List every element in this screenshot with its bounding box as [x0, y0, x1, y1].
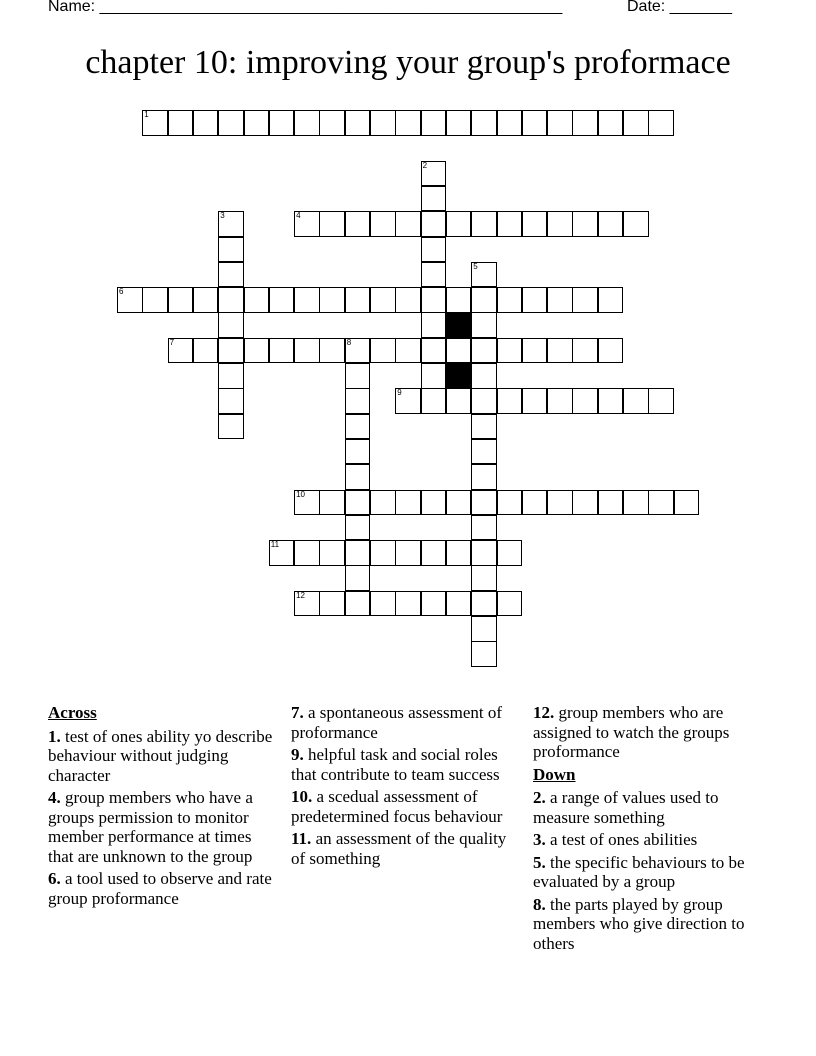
page-title: chapter 10: improving your group's proformace [85, 44, 731, 81]
grid-cell[interactable] [446, 110, 472, 136]
grid-cell[interactable] [345, 515, 371, 541]
grid-cell[interactable] [294, 540, 320, 566]
grid-cell[interactable] [370, 287, 396, 313]
grid-cell[interactable] [547, 490, 573, 516]
clue-number: 10. [291, 787, 313, 806]
grid-cell[interactable] [269, 338, 295, 364]
grid-cell[interactable] [471, 439, 497, 465]
grid-cell[interactable] [421, 540, 447, 566]
clue-number-label: 4 [296, 211, 301, 221]
grid-cell[interactable] [345, 490, 371, 516]
grid-cell[interactable] [345, 591, 371, 617]
grid-cell[interactable] [294, 490, 320, 516]
grid-cell[interactable] [319, 540, 345, 566]
grid-cell[interactable] [547, 211, 573, 237]
grid-cell[interactable] [471, 338, 497, 364]
grid-cell[interactable] [497, 338, 523, 364]
grid-cell[interactable] [623, 211, 649, 237]
clue-number: 8. [533, 894, 546, 914]
grid-cell[interactable] [471, 540, 497, 566]
grid-cell[interactable] [269, 540, 295, 566]
grid-cell[interactable] [421, 110, 447, 136]
grid-cell[interactable] [598, 490, 624, 516]
grid-cell[interactable] [370, 211, 396, 237]
grid-cell[interactable] [370, 540, 396, 566]
grid-cell[interactable] [623, 388, 649, 414]
grid-cell[interactable] [497, 540, 523, 566]
grid-cell[interactable] [598, 110, 624, 136]
grid-cell[interactable] [522, 490, 548, 516]
grid-cell[interactable] [319, 490, 345, 516]
grid-cell[interactable] [648, 490, 674, 516]
grid-cell[interactable] [370, 591, 396, 617]
grid-cell[interactable] [142, 287, 168, 313]
grid-cell[interactable] [471, 388, 497, 414]
grid-cell[interactable] [471, 414, 497, 440]
grid-cell[interactable] [421, 211, 447, 237]
clue-number-label: 11 [270, 540, 280, 550]
grid-cell[interactable] [572, 287, 598, 313]
grid-cell[interactable] [421, 161, 447, 187]
clue-number-label: 12 [296, 590, 305, 600]
grid-cell[interactable] [218, 287, 244, 313]
clue-down-2 [533, 788, 765, 827]
clue-number: 7. [291, 703, 304, 722]
grid-cell[interactable] [294, 591, 320, 617]
grid-cell[interactable] [244, 287, 270, 313]
grid-cell[interactable] [471, 287, 497, 313]
clue-number: 2. [533, 788, 546, 807]
black-cell [446, 312, 472, 338]
clue-text: group members who are assigned to watch the groups proformance [533, 703, 730, 761]
grid-cell[interactable] [218, 363, 244, 389]
grid-cell[interactable] [572, 338, 598, 364]
grid-cell[interactable] [345, 388, 371, 414]
grid-cell[interactable] [244, 110, 270, 136]
grid-cell[interactable] [446, 287, 472, 313]
clue-across-10 [291, 787, 523, 826]
grid-cell[interactable] [345, 211, 371, 237]
clue-number: 12. [533, 703, 555, 722]
grid-cell[interactable] [522, 110, 548, 136]
grid-cell[interactable] [345, 363, 371, 389]
grid-cell[interactable] [117, 287, 143, 313]
grid-cell[interactable] [446, 338, 472, 364]
grid-cell[interactable] [471, 312, 497, 338]
grid-cell[interactable] [547, 110, 573, 136]
grid-cell[interactable] [395, 211, 421, 237]
grid-cell[interactable] [497, 110, 523, 136]
grid-cell[interactable] [522, 388, 548, 414]
clue-across-12 [533, 703, 765, 762]
grid-cell[interactable] [395, 540, 421, 566]
clue-across-11 [291, 829, 523, 868]
grid-cell[interactable] [218, 338, 244, 364]
grid-cell[interactable] [345, 540, 371, 566]
grid-cell[interactable] [446, 211, 472, 237]
grid-cell[interactable] [522, 287, 548, 313]
clue-text: a tool used to observe and rate group proformance [48, 869, 272, 908]
grid-cell[interactable] [572, 388, 598, 414]
grid-cell[interactable] [294, 211, 320, 237]
grid-cell[interactable] [345, 110, 371, 136]
grid-cell[interactable] [345, 414, 371, 440]
grid-cell[interactable] [598, 388, 624, 414]
clue-text: the parts played by group members who give direction to others [533, 894, 745, 953]
grid-cell[interactable] [319, 110, 345, 136]
name-field[interactable]: Name: ____________________________________________________ [48, 0, 563, 15]
grid-cell[interactable] [572, 490, 598, 516]
grid-cell[interactable] [446, 490, 472, 516]
clue-text: a range of values used to measure something [533, 788, 719, 827]
grid-cell[interactable] [269, 287, 295, 313]
grid-cell[interactable] [218, 262, 244, 288]
grid-cell[interactable] [142, 110, 168, 136]
grid-cell[interactable] [345, 464, 371, 490]
clue-number-label: 9 [397, 388, 402, 398]
date-field[interactable]: Date: _______ [627, 0, 732, 15]
clue-text: a test of ones abilities [550, 830, 698, 849]
grid-cell[interactable] [370, 110, 396, 136]
clue-text: helpful task and social roles that contribute to team success [291, 745, 500, 784]
grid-cell[interactable] [218, 110, 244, 136]
clue-number-label: 8 [346, 337, 352, 347]
grid-cell[interactable] [623, 490, 649, 516]
grid-cell[interactable] [446, 540, 472, 566]
clue-text: group members who have a groups permission to monitor member performance at times that are unknown to the group [48, 788, 253, 866]
grid-cell[interactable] [471, 565, 497, 591]
grid-cell[interactable] [168, 110, 194, 136]
grid-cell[interactable] [421, 388, 447, 414]
grid-cell[interactable] [471, 490, 497, 516]
clue-number-label: 10 [296, 489, 305, 499]
grid-cell[interactable] [218, 414, 244, 440]
grid-cell[interactable] [623, 110, 649, 136]
grid-cell[interactable] [598, 211, 624, 237]
clue-number-label: 1 [144, 110, 149, 119]
clue-across-4 [48, 788, 280, 866]
grid-cell[interactable] [218, 211, 244, 237]
clue-number-label: 3 [220, 211, 225, 221]
clue-number: 11. [291, 829, 312, 848]
grid-cell[interactable] [522, 338, 548, 364]
clue-number: 4. [48, 788, 61, 807]
black-cell [446, 363, 472, 389]
grid-cell[interactable] [446, 388, 472, 414]
grid-cell[interactable] [497, 211, 523, 237]
clue-number-label: 6 [119, 287, 124, 297]
clue-text: a spontaneous assessment of proformance [291, 703, 503, 742]
grid-cell[interactable] [218, 237, 244, 263]
grid-cell[interactable] [471, 110, 497, 136]
grid-cell[interactable] [294, 338, 320, 364]
clue-across-6 [48, 869, 280, 908]
grid-cell[interactable] [522, 211, 548, 237]
clue-across-9 [291, 745, 523, 784]
clue-down-3 [533, 830, 765, 850]
grid-cell[interactable] [598, 338, 624, 364]
clue-down-8 [533, 895, 765, 954]
grid-cell[interactable] [395, 490, 421, 516]
grid-cell[interactable] [319, 211, 345, 237]
grid-cell[interactable] [168, 287, 194, 313]
grid-cell[interactable] [193, 110, 219, 136]
clue-across-7 [291, 703, 523, 742]
grid-cell[interactable] [471, 211, 497, 237]
grid-cell[interactable] [471, 515, 497, 541]
grid-cell[interactable] [471, 363, 497, 389]
clue-across-1 [48, 727, 280, 786]
grid-cell[interactable] [421, 237, 447, 263]
grid-cell[interactable] [395, 110, 421, 136]
clue-number: 9. [291, 745, 304, 764]
grid-cell[interactable] [471, 641, 497, 667]
clue-number-label: 2 [422, 160, 428, 170]
clue-number-label: 7 [169, 337, 175, 347]
grid-cell[interactable] [345, 338, 371, 364]
grid-cell[interactable] [421, 287, 447, 313]
grid-cell[interactable] [547, 388, 573, 414]
grid-cell[interactable] [471, 464, 497, 490]
grid-cell[interactable] [547, 287, 573, 313]
clues-column-1 [48, 703, 280, 911]
clue-number: 3. [533, 830, 546, 849]
grid-cell[interactable] [572, 110, 598, 136]
grid-cell[interactable] [370, 338, 396, 364]
grid-cell[interactable] [319, 591, 345, 617]
grid-cell[interactable] [674, 490, 700, 516]
grid-cell[interactable] [471, 616, 497, 642]
grid-cell[interactable] [648, 110, 674, 136]
grid-cell[interactable] [269, 110, 295, 136]
clues-column-2 [291, 703, 523, 871]
grid-cell[interactable] [471, 262, 497, 288]
down-heading: Down [533, 764, 576, 784]
grid-cell[interactable] [319, 338, 345, 364]
grid-cell[interactable] [547, 338, 573, 364]
grid-cell[interactable] [345, 565, 371, 591]
grid-cell[interactable] [497, 490, 523, 516]
across-heading: Across [48, 703, 97, 722]
grid-cell[interactable] [395, 287, 421, 313]
grid-cell[interactable] [395, 338, 421, 364]
grid-cell[interactable] [218, 312, 244, 338]
grid-cell[interactable] [345, 287, 371, 313]
grid-cell[interactable] [598, 287, 624, 313]
grid-cell[interactable] [294, 110, 320, 136]
grid-cell[interactable] [395, 591, 421, 617]
clue-text: the specific behaviours to be evaluated by a group [533, 852, 745, 891]
grid-cell[interactable] [168, 338, 194, 364]
grid-cell[interactable] [193, 287, 219, 313]
grid-cell[interactable] [395, 388, 421, 414]
grid-cell[interactable] [497, 287, 523, 313]
grid-cell[interactable] [648, 388, 674, 414]
grid-cell[interactable] [421, 363, 447, 389]
grid-cell[interactable] [421, 490, 447, 516]
grid-cell[interactable] [319, 287, 345, 313]
clue-text: a scedual assessment of predetermined focus behaviour [291, 787, 503, 826]
clue-number: 5. [533, 852, 546, 872]
clue-text: an assessment of the quality of something [291, 829, 507, 868]
grid-cell[interactable] [244, 338, 270, 364]
grid-cell[interactable] [497, 591, 523, 617]
grid-cell[interactable] [572, 211, 598, 237]
grid-cell[interactable] [446, 591, 472, 617]
clue-text: test of ones ability yo describe behaviour without judging character [48, 726, 273, 785]
grid-cell[interactable] [421, 262, 447, 288]
clue-down-5 [533, 853, 765, 892]
grid-cell[interactable] [294, 287, 320, 313]
grid-cell[interactable] [421, 591, 447, 617]
grid-cell[interactable] [370, 490, 396, 516]
grid-cell[interactable] [218, 388, 244, 414]
clue-number: 1. [48, 726, 61, 746]
grid-cell[interactable] [471, 591, 497, 617]
clue-number: 6. [48, 869, 61, 888]
grid-cell[interactable] [421, 338, 447, 364]
grid-cell[interactable] [345, 439, 371, 465]
grid-cell[interactable] [193, 338, 219, 364]
grid-cell[interactable] [497, 388, 523, 414]
grid-cell[interactable] [421, 186, 447, 212]
grid-cell[interactable] [421, 312, 447, 338]
clue-number-label: 5 [473, 261, 478, 271]
clues-column-3 [533, 703, 765, 956]
